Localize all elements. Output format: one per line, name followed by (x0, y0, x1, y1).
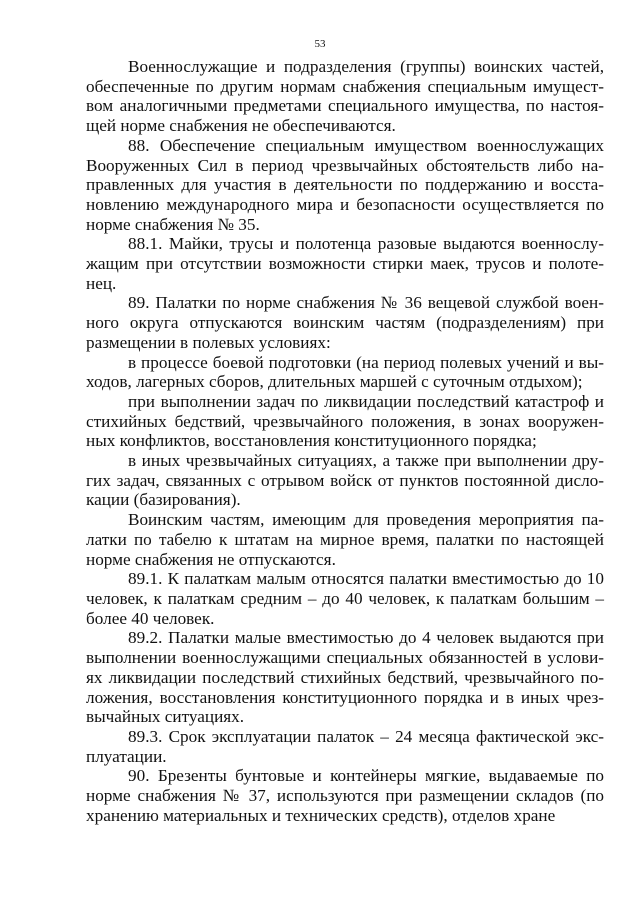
paragraph-89-peacetime-tents: Воинским частям, имеющим для проведения мероприятия палатки по табелю к штатам на мирное время, палатки по настоящей норме снабжения не отпускаются. (86, 510, 604, 569)
paragraph-89-2: 89.2. Палатки малые вместимостью до 4 человек выдаются при выполнении военнослужащими специальных обязанностей в условиях ликвидации последствий стихийных бедствий, чрезвычайного положения, восстановления конституционного порядка и в иных чрезвычайных ситуациях. (86, 628, 604, 727)
paragraph-89: 89. Палатки по норме снабжения № 36 вещевой службой военного округа отпускаются воинским частям (подразделениям) при размещении в полевых условиях: (86, 293, 604, 352)
paragraph-88: 88. Обеспечение специальным имуществом военнослужащих Вооруженных Сил в период чрезвычайных обстоятельств либо направленных для участия в деятельности по поддержанию и восстановлению международного мира и безопасности осуществляется по норме снабжения № 35. (86, 135, 604, 234)
paragraph-89-1: 89.1. К палаткам малым относятся палатки вместимостью до 10 человек, к палаткам средним – до 40 человек, к палаткам большим – более 40 человек. (86, 569, 604, 628)
paragraph-88-1: 88.1. Майки, трусы и полотенца разовые выдаются военнослужащим при отсутствии возможности стирки маек, трусов и полотенец. (86, 234, 604, 293)
paragraph-89-combat-training: в процессе боевой подготовки (на период полевых учений и выходов, лагерных сборов, длительных маршей с суточным отдыхом); (86, 352, 604, 392)
paragraph-89-disaster-relief: при выполнении задач по ликвидации последствий катастроф и стихийных бедствий, чрезвычайного положения, в зонах вооруженных конфликтов, восстановления конституционного порядка; (86, 391, 604, 451)
paragraph-89-3: 89.3. Срок эксплуатации палаток – 24 месяца фактической эксплуатации. (86, 726, 604, 766)
paragraph-89-emergency: в иных чрезвычайных ситуациях, а также при выполнении других задач, связанных с отрывом войск от пунктов постоянной дислокации (базирования). (86, 451, 604, 510)
page-number: 53 (314, 38, 326, 50)
paragraph-90: 90. Брезенты бунтовые и контейнеры мягкие, выдаваемые по норме снабжения № 37, используются при размещении складов (по хранению материальных и технических средств), отделов хране (86, 766, 604, 825)
document-body (86, 57, 604, 825)
paragraph-intro-special-property: Военнослужащие и подразделения (группы) воинских частей, обеспеченные по другим нормам снабжения специальным имуществом аналогичными предметами специального имущества, по настоящей норме снабжения не обеспечиваются. (86, 57, 604, 136)
